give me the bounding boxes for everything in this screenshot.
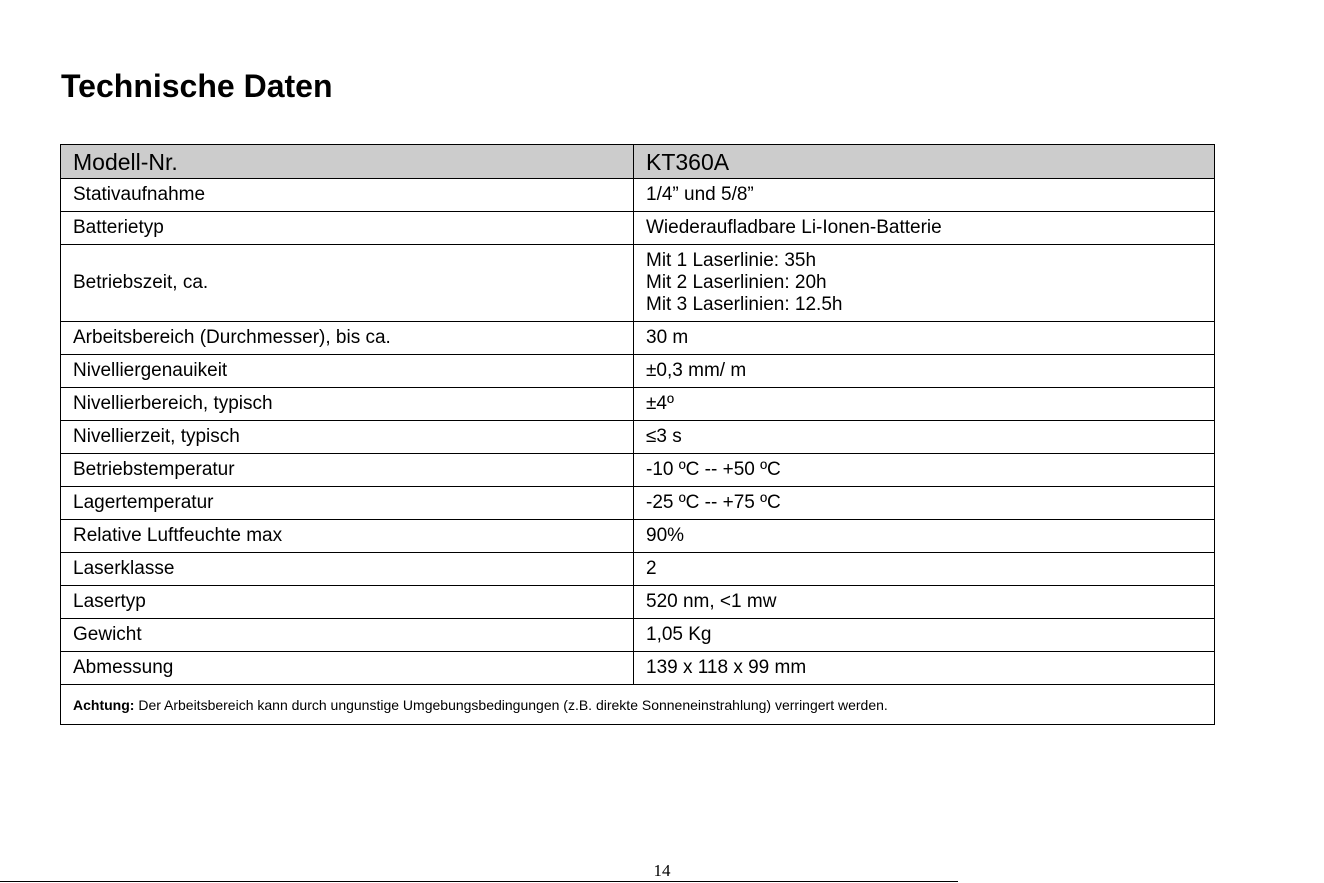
row-value: -25 ºC -- +75 ºC	[634, 487, 1215, 520]
table-row	[61, 245, 1215, 322]
spec-table	[60, 144, 1215, 725]
table-row	[61, 355, 1215, 388]
row-value: Wiederaufladbare Li-Ionen-Batterie	[634, 212, 1215, 245]
row-key: Laserklasse	[61, 553, 634, 586]
row-key: Stativaufnahme	[61, 179, 634, 212]
row-key: Betriebstemperatur	[61, 454, 634, 487]
row-key: Abmessung	[61, 652, 634, 685]
table-note-row	[61, 685, 1215, 725]
table-header-row	[61, 145, 1215, 179]
page-title: Technische Daten	[61, 68, 333, 104]
row-value: 30 m	[634, 322, 1215, 355]
table-row	[61, 322, 1215, 355]
table-row	[61, 652, 1215, 685]
row-value: ±0,3 mm/ m	[634, 355, 1215, 388]
note-label: Achtung:	[73, 696, 135, 713]
row-value: 139 x 118 x 99 mm	[634, 652, 1215, 685]
warning-note	[61, 685, 1215, 725]
row-key: Gewicht	[61, 619, 634, 652]
row-value: ±4º	[634, 388, 1215, 421]
table-row	[61, 553, 1215, 586]
row-key: Lagertemperatur	[61, 487, 634, 520]
header-key: Modell-Nr.	[61, 145, 634, 179]
table-row	[61, 179, 1215, 212]
runtime-line: Mit 2 Laserlinien: 20h	[646, 272, 827, 293]
table-row	[61, 487, 1215, 520]
row-key: Nivellierbereich, typisch	[61, 388, 634, 421]
row-value	[634, 245, 1215, 322]
runtime-line: Mit 1 Laserlinie: 35h	[646, 250, 817, 271]
table-row	[61, 454, 1215, 487]
table-row	[61, 586, 1215, 619]
table-row	[61, 421, 1215, 454]
row-key: Nivelliergenauikeit	[61, 355, 634, 388]
row-value: 1,05 Kg	[634, 619, 1215, 652]
row-key: Nivellierzeit, typisch	[61, 421, 634, 454]
table-row	[61, 212, 1215, 245]
row-key: Lasertyp	[61, 586, 634, 619]
header-value: KT360A	[634, 145, 1215, 179]
table-row	[61, 520, 1215, 553]
runtime-line: Mit 3 Laserlinien: 12.5h	[646, 294, 843, 315]
row-value: 2	[634, 553, 1215, 586]
row-value: 90%	[634, 520, 1215, 553]
row-value: -10 ºC -- +50 ºC	[634, 454, 1215, 487]
footer-rule	[0, 881, 958, 882]
row-key: Arbeitsbereich (Durchmesser), bis ca.	[61, 322, 634, 355]
table-row	[61, 619, 1215, 652]
row-value: ≤3 s	[634, 421, 1215, 454]
table-row	[61, 388, 1215, 421]
note-text: Der Arbeitsbereich kann durch ungunstige Umgebungsbedingungen (z.B. direkte Sonneneinstrahlung) verringert werden.	[138, 696, 888, 713]
row-value: 520 nm, <1 mw	[634, 586, 1215, 619]
row-key: Betriebszeit, ca.	[61, 245, 634, 322]
page-number: 14	[653, 861, 671, 880]
row-key: Batterietyp	[61, 212, 634, 245]
row-value: 1/4” und 5/8”	[634, 179, 1215, 212]
row-key: Relative Luftfeuchte max	[61, 520, 634, 553]
